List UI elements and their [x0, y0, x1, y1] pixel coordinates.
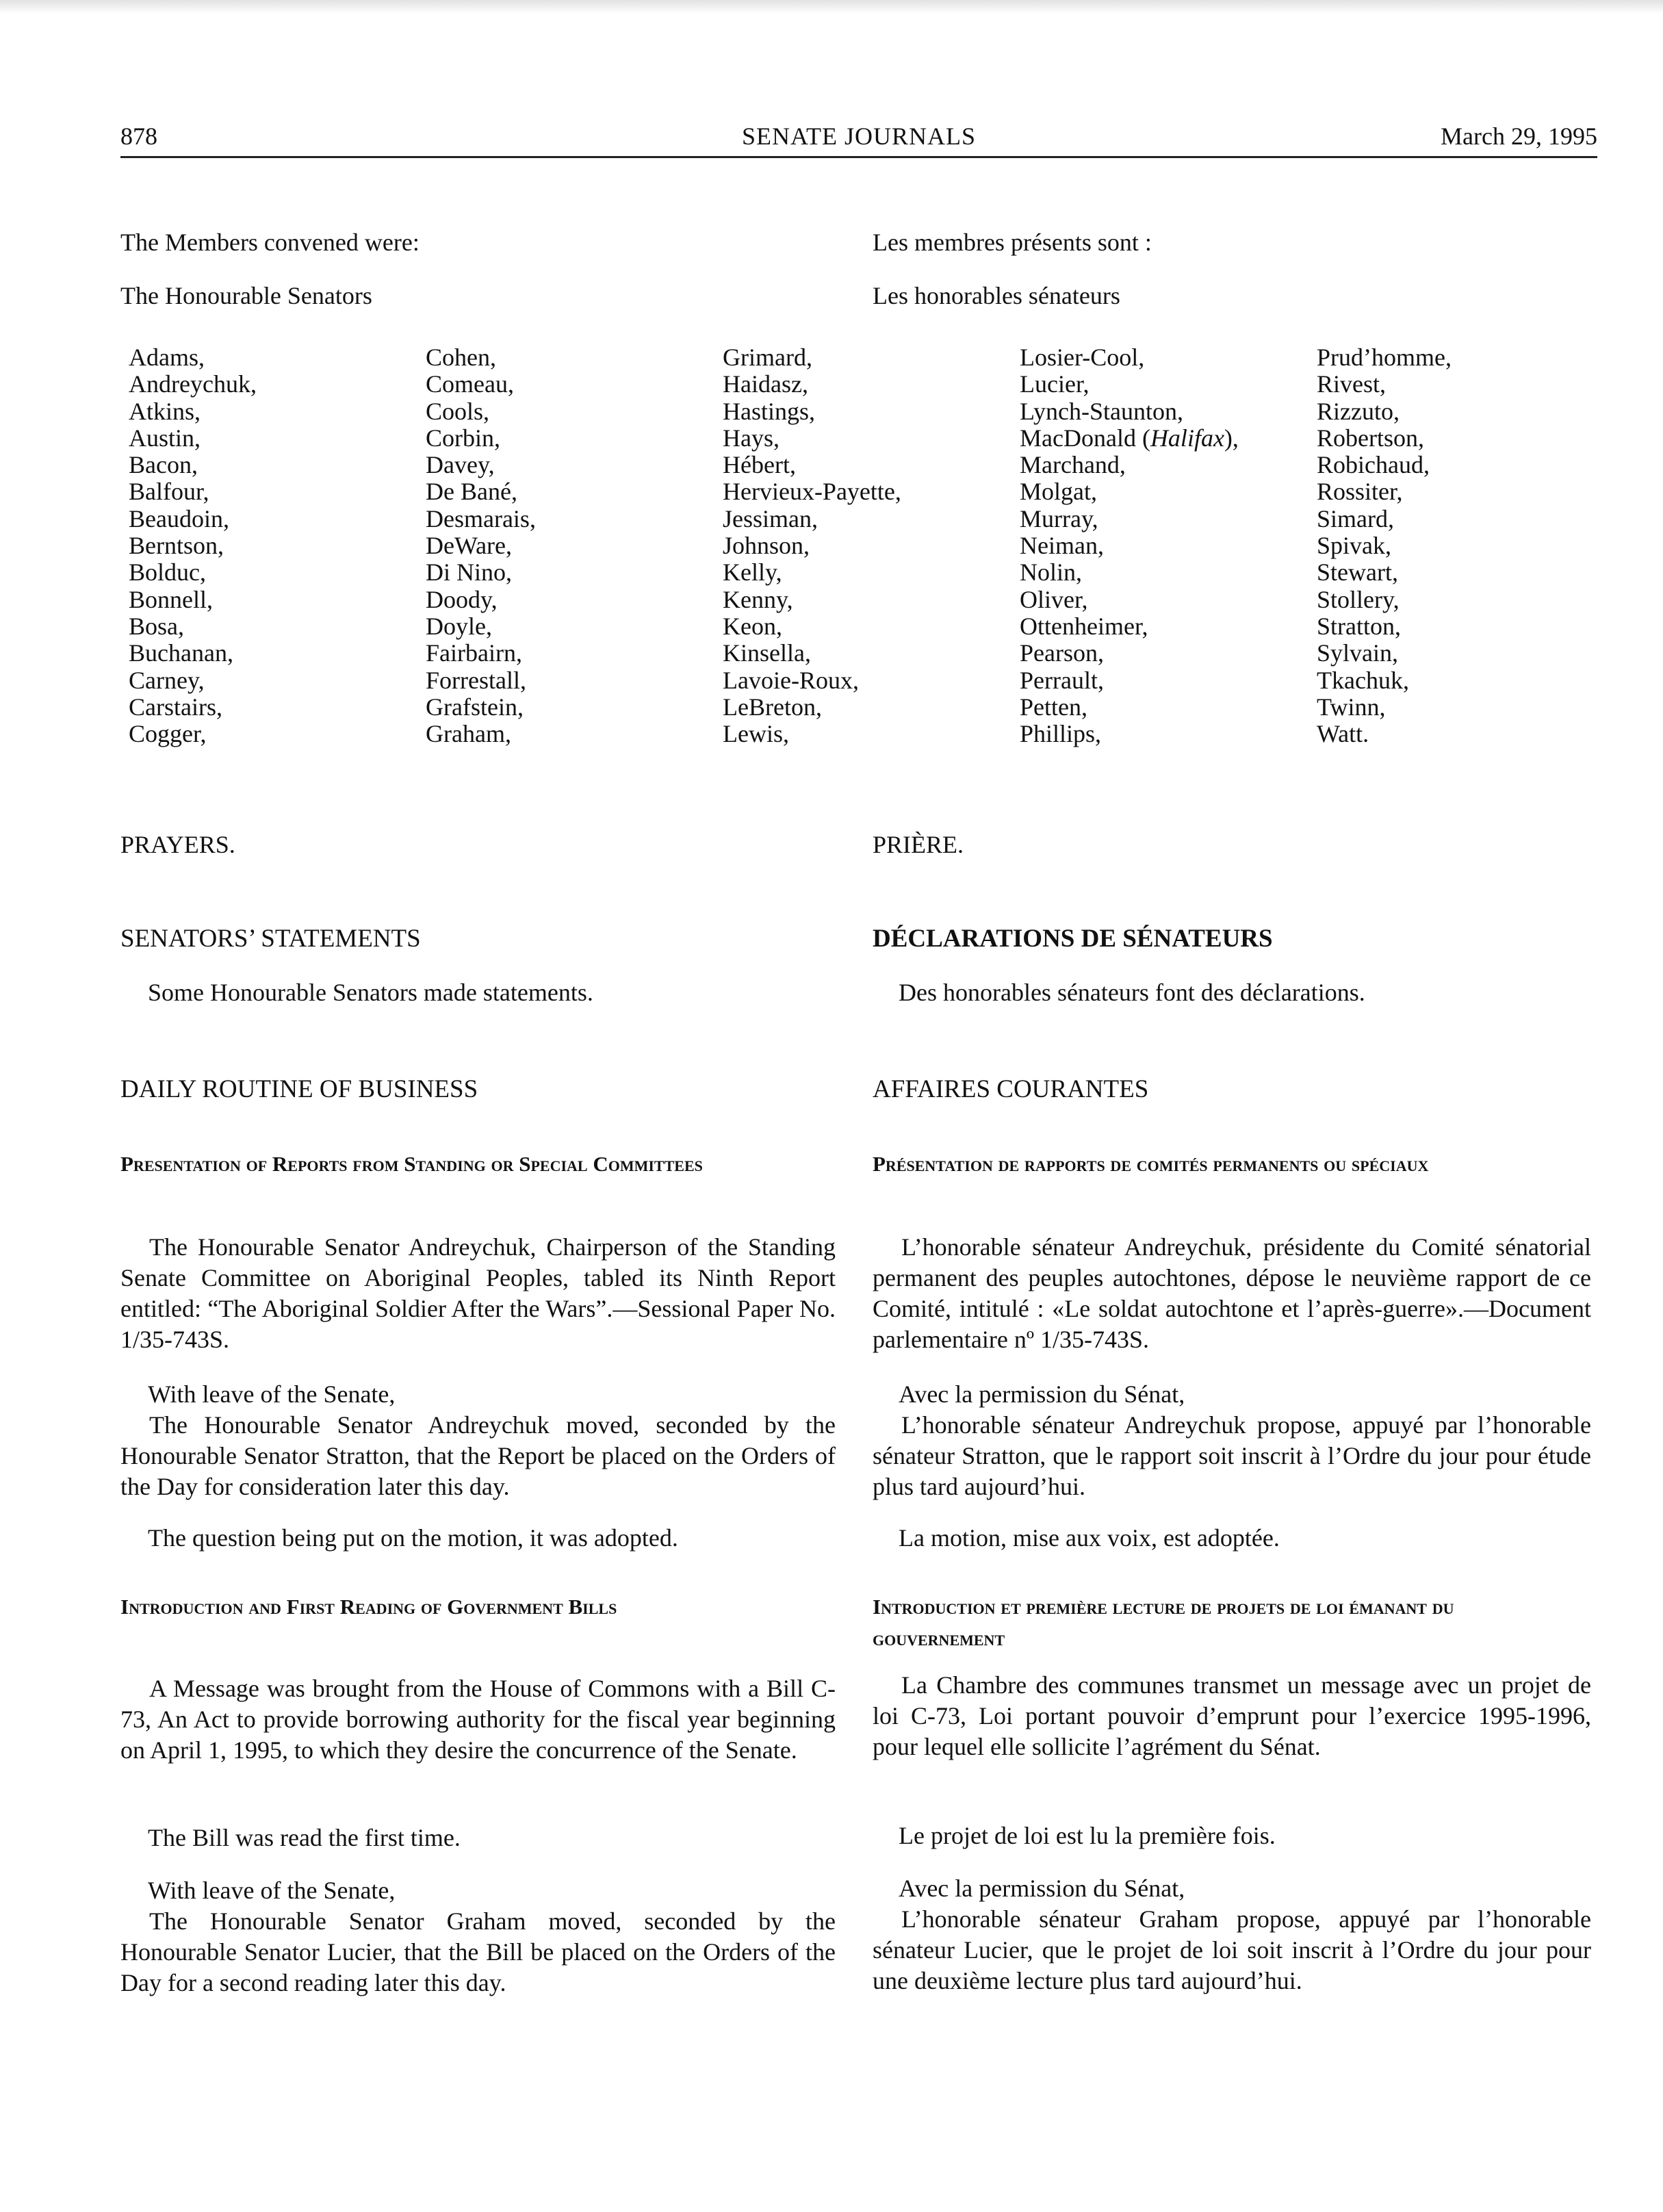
reports-adopted-fr: La motion, mise aux voix, est adoptée.	[899, 1524, 1280, 1552]
senator-name: Carstairs,	[129, 693, 222, 721]
senator-name: Graham,	[426, 720, 511, 748]
senator-name: Desmarais,	[426, 504, 536, 532]
senator-name: Perrault,	[1020, 666, 1104, 694]
senator-name: Davey,	[426, 451, 495, 479]
senator-name: Cohen,	[426, 344, 496, 371]
senator-name: Rizzuto,	[1317, 397, 1400, 425]
senator-name: Atkins,	[129, 397, 201, 425]
senator-name: De Bané,	[426, 478, 517, 506]
reports-motion-en: The Honourable Senator Andreychuk moved, seconded by the Honourable Senator Stratton, that the Report be placed on the Orders of the Day for consideration later this day.	[120, 1411, 836, 1500]
senator-name: Di Nino,	[426, 558, 512, 587]
senator-name: Murray,	[1020, 504, 1098, 532]
senator-name: Neiman,	[1020, 532, 1104, 560]
senator-name: Bacon,	[129, 451, 198, 479]
senator-column	[723, 344, 1010, 747]
senator-name: Corbin,	[426, 424, 501, 452]
senator-column	[1317, 344, 1604, 747]
senator-name: Robichaud,	[1317, 451, 1430, 479]
bills-first-reading-en: The Bill was read the first time.	[148, 1824, 461, 1851]
reports-paragraph-fr: L’honorable sénateur Andreychuk, présidente du Comité sénatorial permanent des peuples autochtones, dépose le neuvième rapport de ce Comité, intitulé : «Le soldat autochtone et l’après-guerre».—Document parlementaire nº 1/35-743S.	[873, 1233, 1591, 1353]
senator-name: Lavoie-Roux,	[723, 666, 859, 694]
bills-motion-fr: L’honorable sénateur Graham propose, appuyé par l’honorable sénateur Lucier, que le projet de loi soit inscrit à l’Ordre du jour pour une deuxième lecture plus tard aujourd’hui.	[873, 1905, 1591, 1994]
reports-motion-fr: L’honorable sénateur Andreychuk propose, appuyé par l’honorable sénateur Stratton, que le rapport soit inscrit à l’Ordre du jour pour étude plus tard aujourd’hui.	[873, 1411, 1591, 1500]
senator-name: Andreychuk,	[129, 370, 257, 398]
senator-name: Carney,	[129, 666, 205, 694]
senator-name: Nolin,	[1020, 558, 1083, 587]
senator-name: Doyle,	[426, 612, 492, 640]
statements-heading-fr: DÉCLARATIONS DE SÉNATEURS	[873, 925, 1273, 953]
senator-name: Tkachuk,	[1317, 666, 1409, 694]
senators-label-en: The Honourable Senators	[120, 282, 372, 309]
reports-heading-fr: Présentation de rapports de comités permanents ou spéciaux	[873, 1152, 1429, 1176]
senator-column	[426, 344, 713, 747]
senator-name: Hébert,	[723, 451, 796, 479]
senator-name: Rivest,	[1317, 370, 1387, 398]
senator-name: Bolduc,	[129, 558, 206, 587]
running-head	[120, 116, 1597, 157]
bills-leave-en: With leave of the Senate,	[148, 1877, 396, 1904]
senator-name: Cogger,	[129, 720, 207, 748]
reports-heading-en: Presentation of Reports from Standing or Special Committees	[120, 1152, 703, 1176]
bills-heading-fr: Introduction et première lecture de projets de loi émanant du gouvernement	[873, 1595, 1454, 1650]
reports-paragraph-en: The Honourable Senator Andreychuk, Chairperson of the Standing Senate Committee on Aboriginal Peoples, tabled its Ninth Report entitled: “The Aboriginal Soldier After the Wars”.—Sessional Paper No. 1/35-743S.	[120, 1233, 836, 1353]
scan-edge	[0, 0, 1663, 14]
senator-name: Lucier,	[1020, 370, 1090, 398]
senator-name: Austin,	[129, 424, 201, 452]
senator-name: Prud’homme,	[1317, 344, 1452, 371]
page-number: 878	[120, 123, 157, 150]
senator-name: Doody,	[426, 585, 498, 613]
senator-name: Fairbairn,	[426, 639, 522, 667]
members-convened-en: The Members convened were:	[120, 229, 420, 256]
senator-name: Adams,	[129, 344, 205, 371]
senator-name: Bosa,	[129, 612, 184, 640]
senators-label-fr: Les honorables sénateurs	[873, 282, 1120, 309]
senator-name: Molgat,	[1020, 478, 1097, 506]
bills-motion-en: The Honourable Senator Graham moved, seconded by the Honourable Senator Lucier, that the Bill be placed on the Orders of the Day for a second reading later this day.	[120, 1907, 836, 1996]
bills-message-fr: La Chambre des communes transmet un message avec un projet de loi C-73, Loi portant pouvoir d’emprunt pour l’exercice 1995-1996, pour lequel elle sollicite l’agrément du Sénat.	[873, 1671, 1591, 1760]
senator-name: Hervieux-Payette,	[723, 478, 901, 506]
senator-name: Robertson,	[1317, 424, 1424, 452]
senator-name: Kenny,	[723, 585, 793, 613]
statements-heading-en: SENATORS’ STATEMENTS	[120, 925, 421, 953]
senator-name: DeWare,	[426, 532, 513, 560]
bills-message-en: A Message was brought from the House of Commons with a Bill C-73, An Act to provide borrowing authority for the fiscal year beginning on April 1, 1995, to which they desire the concurrence of the Senate.	[120, 1675, 836, 1764]
senator-name: Pearson,	[1020, 639, 1104, 667]
senator-column	[129, 344, 416, 747]
senator-name: Marchand,	[1020, 451, 1126, 479]
senator-name: Bonnell,	[129, 585, 213, 613]
senator-name: Johnson,	[723, 532, 810, 560]
bills-first-reading-fr: Le projet de loi est lu la première fois.	[899, 1822, 1276, 1849]
senator-name: Stewart,	[1317, 558, 1398, 587]
header-rule	[120, 156, 1597, 158]
senator-column	[1020, 344, 1307, 747]
senator-name: Rossiter,	[1317, 478, 1403, 506]
senator-name: Grimard,	[723, 344, 812, 371]
senator-name: Beaudoin,	[129, 504, 229, 532]
senator-name: Comeau,	[426, 370, 514, 398]
prayers-en: PRAYERS.	[120, 831, 235, 858]
senator-name: Ottenheimer,	[1020, 612, 1148, 640]
statements-text-fr: Des honorables sénateurs font des déclarations.	[899, 979, 1365, 1006]
senator-name: Oliver,	[1020, 585, 1088, 613]
prayers-fr: PRIÈRE.	[873, 831, 964, 858]
statements-text-en: Some Honourable Senators made statements.	[148, 979, 593, 1006]
senator-name: Twinn,	[1317, 693, 1386, 721]
senator-name: Balfour,	[129, 478, 209, 506]
senator-name: Stratton,	[1317, 612, 1401, 640]
senator-name: Kinsella,	[723, 639, 811, 667]
senator-name: Kelly,	[723, 558, 782, 587]
senator-name: Buchanan,	[129, 639, 233, 667]
bills-heading-en: Introduction and First Reading of Government Bills	[120, 1595, 617, 1619]
reports-adopted-en: The question being put on the motion, it was adopted.	[148, 1524, 678, 1552]
senator-name: Cools,	[426, 397, 490, 425]
senator-name: Berntson,	[129, 532, 224, 560]
reports-leave-en: With leave of the Senate,	[148, 1380, 396, 1408]
senator-name: MacDonald (Halifax),	[1020, 424, 1239, 452]
senator-name: Losier-Cool,	[1020, 344, 1145, 371]
senator-name: Forrestall,	[426, 666, 526, 694]
senator-name: Jessiman,	[723, 504, 818, 532]
senator-name: Keon,	[723, 612, 782, 640]
reports-leave-fr: Avec la permission du Sénat,	[899, 1380, 1185, 1408]
senator-name: Haidasz,	[723, 370, 808, 398]
senator-name: Simard,	[1317, 504, 1394, 532]
senator-name: Phillips,	[1020, 720, 1102, 748]
bills-leave-fr: Avec la permission du Sénat,	[899, 1875, 1185, 1902]
senator-name: Lynch-Staunton,	[1020, 397, 1183, 425]
senator-name: LeBreton,	[723, 693, 822, 721]
journal-title: SENATE JOURNALS	[741, 123, 977, 150]
senator-name: Watt.	[1317, 720, 1369, 748]
members-convened-fr: Les membres présents sont :	[873, 229, 1152, 256]
senator-name: Petten,	[1020, 693, 1087, 721]
senator-name: Hastings,	[723, 397, 815, 425]
senator-name: Lewis,	[723, 720, 789, 748]
senator-name: Hays,	[723, 424, 779, 452]
routine-heading-fr: AFFAIRES COURANTES	[873, 1075, 1149, 1103]
senator-name: Sylvain,	[1317, 639, 1399, 667]
senator-name: Stollery,	[1317, 585, 1400, 613]
senator-name: Spivak,	[1317, 532, 1392, 560]
routine-heading-en: DAILY ROUTINE OF BUSINESS	[120, 1075, 478, 1103]
senator-name: Grafstein,	[426, 693, 524, 721]
journal-date: March 29, 1995	[1441, 123, 1597, 150]
